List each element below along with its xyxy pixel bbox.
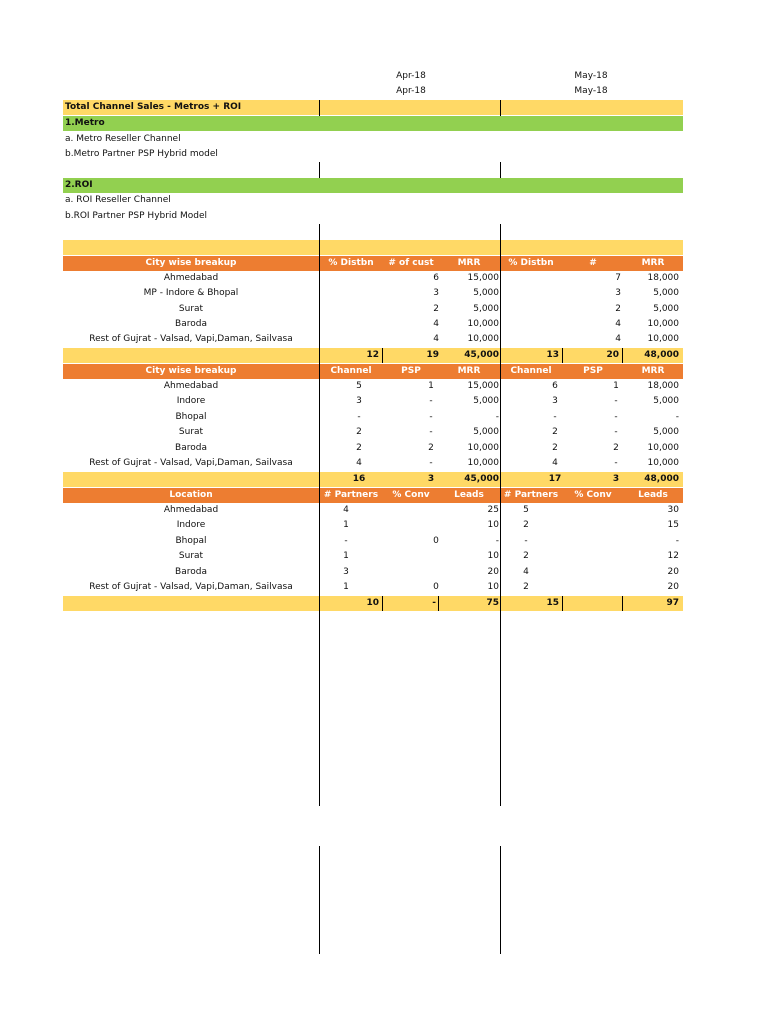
section2-psp-may: - [614,458,618,468]
section2-row-baroda[interactable] [63,441,683,456]
section2-header-mrr-may[interactable]: MRR [641,366,665,376]
section1-mrr-apr: 5,000 [473,288,499,298]
section2-total-channel-apr: 16 [352,474,366,484]
section2-psp-apr: - [429,427,433,437]
section2-header-psp-may[interactable]: PSP [583,366,603,376]
section3-total-leads-may: 97 [666,598,679,608]
section2-mrr-apr: 10,000 [467,443,499,453]
section1-cust-apr: 4 [433,319,439,329]
section2-channel-may: 2 [552,443,558,453]
section3-total-row[interactable] [63,596,683,611]
section1-total-cust-apr: 19 [426,350,439,360]
section1-city: Surat [178,304,204,314]
section1-total-distbn-apr: 12 [319,348,383,363]
section3-total-conv-apr: - [383,596,439,611]
section2-psp-may: - [614,427,618,437]
section1-mrr-apr: 15,000 [467,273,499,283]
section1-mrr-may: 5,000 [653,288,679,298]
section2-channel-may: 3 [552,396,558,406]
section1-row-ahmedabad[interactable] [63,271,683,286]
section3-partners-apr: 4 [343,505,349,515]
section3-leads-may: - [675,536,679,546]
section1-mrr-apr: 5,000 [473,304,499,314]
section2-total-psp-apr: 3 [427,474,435,484]
section1-total-cust-may: 20 [563,348,623,363]
section1-cust-may: 2 [615,304,621,314]
section2-psp-apr: - [429,458,433,468]
section2-city: Baroda [175,443,207,453]
section2-psp-may: - [614,412,618,422]
divider-line [319,100,320,116]
total-channel-sales-label: Total Channel Sales - Metros + ROI [65,102,242,112]
section2-psp-apr: 2 [428,443,434,453]
section2-mrr-apr: - [495,412,499,422]
month-subheader-row [63,84,683,99]
section2-channel-may: 4 [552,458,558,468]
section2-total-row[interactable] [63,472,683,487]
section2-channel-apr: 4 [356,458,362,468]
divider-line [319,224,320,806]
section3-leads-apr: - [495,536,499,546]
section2-total-channel-may: 17 [548,474,562,484]
section2-header-psp-apr[interactable]: PSP [401,366,421,376]
section1-cust-may: 4 [615,319,621,329]
metro-reseller-label: a. Metro Reseller Channel [65,134,181,144]
section3-total-partners-may: 15 [499,596,563,611]
section2-channel-apr: - [357,412,361,422]
section3-partners-apr: 1 [343,582,349,592]
divider-line [319,846,320,954]
section3-header-conv-may[interactable]: % Conv [574,490,612,500]
section3-location: Surat [178,551,204,561]
section2-channel-apr: 2 [356,443,362,453]
roi-label: 2.ROI [65,180,93,190]
section2-mrr-may: 5,000 [653,427,679,437]
section1-cust-apr: 4 [433,334,439,344]
section2-row-indore[interactable] [63,394,683,409]
section2-mrr-apr: 5,000 [473,396,499,406]
section3-leads-may: 15 [667,520,679,530]
section3-partners-apr: - [344,536,348,546]
section2-channel-apr: 3 [356,396,362,406]
section3-leads-apr: 10 [487,520,499,530]
section1-mrr-may: 18,000 [647,273,679,283]
metro-reseller-row[interactable] [63,132,683,147]
section3-leads-may: 20 [667,567,679,577]
section3-header-location[interactable]: Location [169,490,213,500]
metro-psp-row[interactable] [63,147,683,162]
section2-city: Surat [178,427,204,437]
metro-psp-label: b.Metro Partner PSP Hybrid model [65,149,218,159]
section1-row-baroda[interactable] [63,317,683,332]
section3-leads-may: 20 [667,582,679,592]
section1-total-row[interactable] [63,348,683,363]
section2-header-channel-may[interactable]: Channel [510,366,552,376]
section2-psp-may: 2 [613,443,619,453]
section2-psp-may: 1 [613,381,619,391]
metro-row[interactable] [63,116,683,131]
metro-label: 1.Metro [65,118,105,128]
section2-mrr-may: 10,000 [647,458,679,468]
section3-header-leads-apr[interactable]: Leads [454,490,484,500]
section3-location: Baroda [175,567,207,577]
section3-header-row [63,488,683,503]
section1-row-surat[interactable] [63,302,683,317]
section2-city: Indore [176,396,206,406]
section1-city: MP - Indore & Bhopal [143,288,239,298]
section2-row-ahmedabad[interactable] [63,379,683,394]
section3-row-bhopal[interactable] [63,534,683,549]
section3-location: Indore [176,520,206,530]
section2-city: Bhopal [175,412,207,422]
section2-row-rest-of-gujrat[interactable] [63,456,683,471]
section1-mrr-may: 10,000 [647,319,679,329]
section3-header-conv-apr[interactable]: % Conv [392,490,430,500]
section3-partners-may: - [524,536,528,546]
section3-row-baroda[interactable] [63,565,683,580]
section1-city: Baroda [175,319,207,329]
roi-reseller-row[interactable] [63,193,683,208]
section2-total-mrr-apr: 45,000 [464,474,499,484]
section1-header-mrr-apr[interactable]: MRR [457,258,481,268]
divider-line [319,162,320,178]
section3-leads-apr: 10 [487,551,499,561]
section2-mrr-may: 5,000 [653,396,679,406]
section3-location: Bhopal [175,536,207,546]
section3-row-ahmedabad[interactable] [63,503,683,518]
section3-total-partners-apr: 10 [319,596,383,611]
section2-row-surat[interactable] [63,425,683,440]
section3-header-partners-may[interactable]: # Partners [503,490,559,500]
month-subheader-apr[interactable]: Apr-18 [396,86,426,96]
section1-row-rest-of-gujrat[interactable] [63,332,683,347]
section2-channel-may: 2 [552,427,558,437]
section2-header-mrr-apr[interactable]: MRR [457,366,481,376]
section3-partners-may: 2 [523,520,529,530]
section2-channel-may: 6 [552,381,558,391]
section3-leads-may: 12 [667,551,679,561]
section2-mrr-apr: 10,000 [467,458,499,468]
section1-total-distbn-may: 13 [499,348,563,363]
roi-psp-row[interactable] [63,209,683,224]
section2-total-mrr-may: 48,000 [644,474,679,484]
section3-partners-apr: 1 [343,551,349,561]
month-header-row [63,69,683,84]
section3-leads-apr: 10 [487,582,499,592]
section1-mrr-apr: 10,000 [467,319,499,329]
section3-partners-may: 5 [523,505,529,515]
section3-partners-may: 2 [523,582,529,592]
section3-total-conv-may [563,596,623,611]
section2-psp-apr: - [429,396,433,406]
section2-mrr-apr: 15,000 [467,381,499,391]
section1-cust-apr: 2 [433,304,439,314]
section2-city: Rest of Gujrat - Valsad, Vapi,Daman, Sailvasa [89,458,293,468]
section2-header-channel-apr[interactable]: Channel [330,366,372,376]
section3-partners-apr: 3 [343,567,349,577]
section2-city: Ahmedabad [163,381,219,391]
section3-row-indore[interactable] [63,518,683,533]
section3-leads-may: 30 [667,505,679,515]
divider-line [500,162,501,178]
section1-cust-may: 3 [615,288,621,298]
section2-mrr-may: 18,000 [647,381,679,391]
section2-total-psp-may: 3 [612,474,620,484]
section1-header-city[interactable]: City wise breakup [145,258,237,268]
month-header-apr[interactable]: Apr-18 [396,71,426,81]
section1-total-mrr-may: 48,000 [644,350,679,360]
section1-city: Ahmedabad [163,273,219,283]
section1-mrr-may: 5,000 [653,304,679,314]
section3-partners-apr: 1 [343,520,349,530]
section2-mrr-may: - [675,412,679,422]
section1-city: Rest of Gujrat - Valsad, Vapi,Daman, Sailvasa [89,334,293,344]
section1-row-mp[interactable] [63,286,683,301]
section1-header-distbn-apr[interactable]: % Distbn [328,258,374,268]
divider-line [500,100,501,116]
section2-psp-apr: - [429,412,433,422]
section2-mrr-apr: 5,000 [473,427,499,437]
section2-psp-apr: 1 [428,381,434,391]
roi-psp-label: b.ROI Partner PSP Hybrid Model [65,211,208,221]
section2-channel-apr: 2 [356,427,362,437]
blank-yellow-row[interactable] [63,240,683,255]
section1-header-mrr-may[interactable]: MRR [641,258,665,268]
section3-header-partners-apr[interactable]: # Partners [323,490,379,500]
section2-psp-may: - [614,396,618,406]
section3-leads-apr: 25 [487,505,499,515]
section3-row-surat[interactable] [63,549,683,564]
section1-total-mrr-apr: 45,000 [464,350,499,360]
section3-conv-apr: 0 [433,536,439,546]
month-header-may[interactable]: May-18 [574,71,608,81]
section2-mrr-may: 10,000 [647,443,679,453]
section1-cust-may: 4 [615,334,621,344]
section2-row-bhopal[interactable] [63,410,683,425]
section2-channel-may: - [553,412,557,422]
section1-header-cust-may[interactable]: # [589,258,597,268]
total-channel-sales-row[interactable] [63,100,683,115]
section3-leads-apr: 20 [487,567,499,577]
section1-header-row [63,256,683,271]
section3-header-leads-may[interactable]: Leads [638,490,668,500]
section3-location: Rest of Gujrat - Valsad, Vapi,Daman, Sailvasa [89,582,293,592]
section1-mrr-apr: 10,000 [467,334,499,344]
section1-header-cust-apr[interactable]: # of cust [388,258,434,268]
section1-cust-may: 7 [615,273,621,283]
divider-line [500,846,501,954]
divider-line [500,224,501,806]
section3-total-leads-apr: 75 [486,598,499,608]
roi-row[interactable] [63,178,683,193]
section3-conv-apr: 0 [433,582,439,592]
section3-partners-may: 2 [523,551,529,561]
roi-reseller-label: a. ROI Reseller Channel [65,195,171,205]
section2-channel-apr: 5 [356,381,362,391]
section1-mrr-may: 10,000 [647,334,679,344]
section3-row-rest-of-gujrat[interactable] [63,580,683,595]
section3-location: Ahmedabad [163,505,219,515]
section1-header-distbn-may[interactable]: % Distbn [508,258,554,268]
section1-cust-apr: 6 [433,273,439,283]
section1-cust-apr: 3 [433,288,439,298]
section2-header-row [63,364,683,379]
month-subheader-may[interactable]: May-18 [574,86,608,96]
section3-partners-may: 4 [523,567,529,577]
section2-header-city[interactable]: City wise breakup [145,366,237,376]
